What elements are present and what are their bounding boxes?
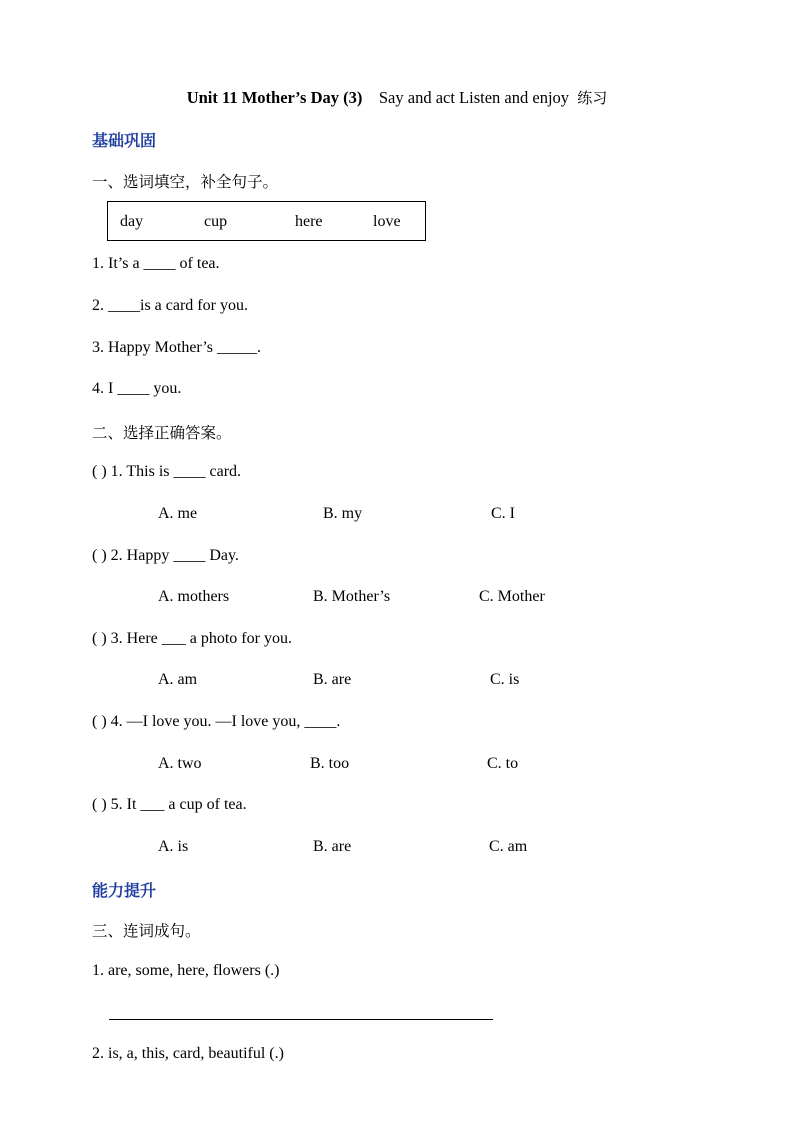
part1-heading: 一、选词填空，补全句子。: [92, 173, 279, 191]
question-stem: ( ) 5. It ___ a cup of tea.: [92, 796, 247, 813]
reorder-item: 1. are, some, here, flowers (.): [92, 962, 280, 979]
option-c: C. to: [487, 755, 519, 772]
option-c: C. Mother: [479, 588, 545, 605]
answer-line: [109, 1019, 493, 1020]
question-stem: ( ) 2. Happy ____ Day.: [92, 547, 239, 564]
question-stem: ( ) 4. —I love you. —I love you, ____.: [92, 713, 341, 730]
section-basic-heading: 基础巩固: [92, 131, 157, 150]
word-bank-item: cup: [204, 213, 228, 230]
fill-item: 2. ____is a card for you.: [92, 297, 248, 314]
option-a: A. is: [158, 838, 189, 855]
page-title: [0, 87, 794, 108]
option-b: B. Mother’s: [313, 588, 391, 605]
question-stem: ( ) 1. This is ____ card.: [92, 463, 242, 480]
title-lesson: Say and act Listen and enjoy: [378, 88, 570, 107]
option-b: B. my: [323, 505, 363, 522]
option-c: C. is: [490, 671, 520, 688]
fill-item: 1. It’s a ____ of tea.: [92, 255, 220, 272]
option-a: A. mothers: [158, 588, 230, 605]
word-bank-item: love: [373, 213, 401, 230]
option-a: A. me: [158, 505, 198, 522]
section-advanced-heading: 能力提升: [92, 881, 157, 900]
title-unit: Unit 11 Mother’s Day (3): [186, 88, 363, 107]
option-c: C. am: [489, 838, 528, 855]
word-bank-box: [107, 201, 426, 241]
part3-heading: 三、连词成句。: [92, 922, 201, 940]
question-stem: ( ) 3. Here ___ a photo for you.: [92, 630, 292, 647]
part2-heading: 二、选择正确答案。: [92, 424, 232, 442]
option-b: B. too: [310, 755, 350, 772]
word-bank-item: day: [120, 213, 144, 230]
option-b: B. are: [313, 671, 352, 688]
word-bank-item: here: [295, 213, 323, 230]
reorder-item: 2. is, a, this, card, beautiful (.): [92, 1045, 284, 1062]
fill-item: 4. I ____ you.: [92, 380, 182, 397]
title-exercise: 练习: [577, 89, 608, 107]
option-a: A. two: [158, 755, 202, 772]
option-a: A. am: [158, 671, 198, 688]
option-c: C. I: [491, 505, 515, 522]
option-b: B. are: [313, 838, 352, 855]
fill-item: 3. Happy Mother’s _____.: [92, 339, 262, 356]
